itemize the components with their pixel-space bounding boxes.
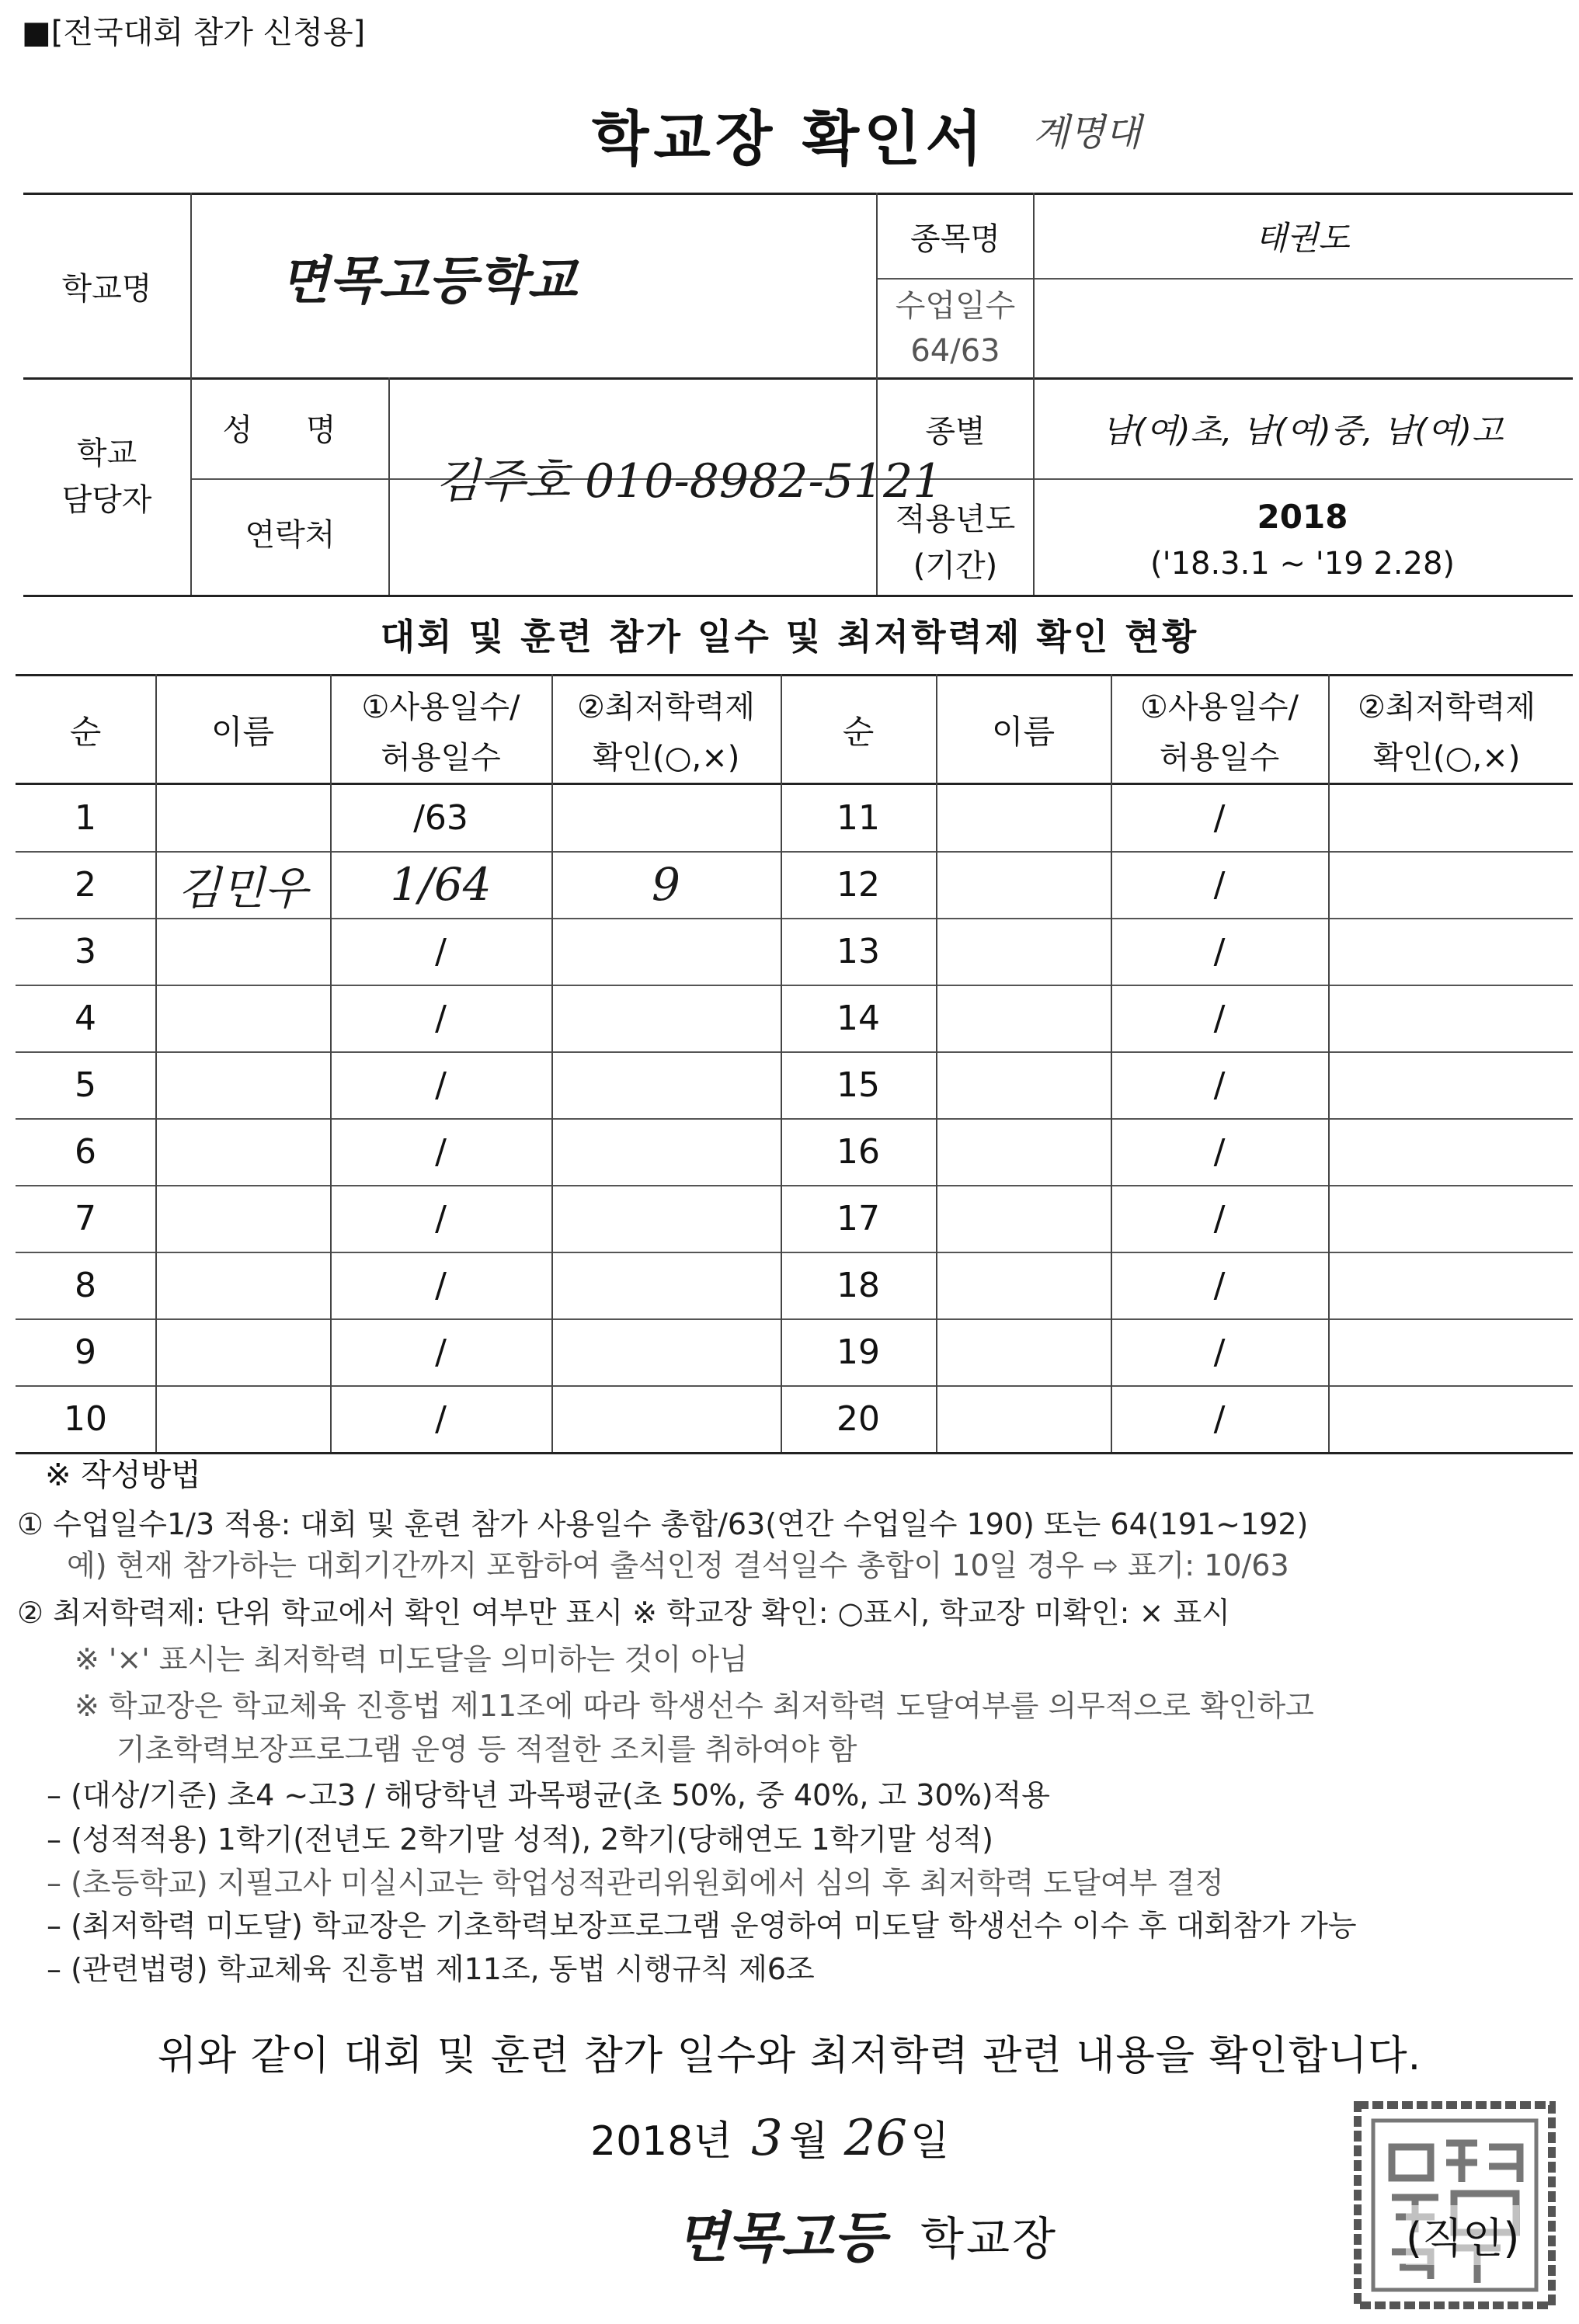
date-year: 2018년	[590, 2118, 732, 2165]
cell-check	[1328, 1318, 1565, 1385]
cell-days: /	[1213, 1198, 1226, 1238]
cell-check	[1328, 1118, 1565, 1185]
form-tag: ■[전국대회 참가 신청용]	[22, 15, 366, 50]
cell-no: 10	[64, 1398, 107, 1439]
cell-days: /	[1213, 1265, 1226, 1305]
cell-days: /	[435, 1265, 447, 1305]
instruction-line: – (관련법령) 학교체육 진흥법 제11조, 동법 시행규칙 제6조	[47, 1952, 815, 1986]
cell-name	[155, 1385, 330, 1452]
cell-name	[936, 985, 1111, 1051]
year-label-line2: (기간)	[913, 547, 998, 584]
year-label-line1: 적용년도	[895, 501, 1016, 537]
cell-no: 6	[75, 1131, 96, 1172]
header-no: 순	[842, 713, 875, 751]
cell-check	[551, 1318, 781, 1385]
cell-days: 1/64	[390, 858, 492, 911]
cell-name	[936, 1051, 1111, 1118]
cell-days: /	[1213, 797, 1226, 838]
cell-name	[936, 1318, 1111, 1385]
cell-no: 18	[836, 1265, 880, 1305]
instruction-line: – (대상/기준) 초4 ~고3 / 해당학년 과목평균(초 50%, 중 40%, 고 30%)적용	[47, 1778, 1050, 1812]
year-value: 2018	[1257, 497, 1348, 536]
cell-name	[936, 1118, 1111, 1185]
seal-label: (직인)	[1406, 2205, 1519, 2265]
cell-days: /	[435, 931, 447, 971]
cell-no: 8	[75, 1265, 96, 1305]
cell-name	[155, 1318, 330, 1385]
cell-check	[1328, 1185, 1565, 1252]
page-title: 학교장 확인서	[592, 104, 987, 173]
cell-days: /	[435, 998, 447, 1038]
gender-label: 종별	[925, 413, 986, 450]
instruction-line: ※ 학교장은 학교체육 진흥법 제11조에 따라 학생선수 최저학력 도달여부를 의무적으로 확인하고	[75, 1689, 1314, 1723]
name-label: 성 명	[222, 412, 358, 448]
header-days-line1: ①사용일수/	[361, 690, 520, 725]
header-check-line2: 확인(○,×)	[1372, 740, 1521, 776]
cell-days: /63	[413, 797, 468, 838]
header-days-line2: 허용일수	[1159, 740, 1280, 776]
cell-check	[1328, 1051, 1565, 1118]
cell-check	[551, 784, 781, 851]
cell-check	[551, 918, 781, 985]
header-days-line1: ①사용일수/	[1140, 690, 1299, 725]
cell-no: 13	[836, 931, 880, 971]
header-name: 이름	[991, 713, 1056, 751]
cell-name	[155, 784, 330, 851]
header-days-line2: 허용일수	[381, 740, 501, 776]
header-check-line1: ②최저학력제	[1357, 690, 1536, 725]
cell-name	[155, 1051, 330, 1118]
instruction-line: ② 최저학력제: 단위 학교에서 확인 여부만 표시 ※ 학교장 확인: ○표시, 학교장 미확인: × 표시	[17, 1596, 1230, 1630]
date-month: 3	[751, 2110, 783, 2167]
date-day-unit: 일	[910, 2118, 950, 2165]
section-title: 대회 및 훈련 참가 일수 및 최저학력제 확인 현황	[380, 616, 1199, 658]
instruction-line: – (초등학교) 지필고사 미실시교는 학업성적관리위원회에서 심의 후 최저학력 도달여부 결정	[47, 1866, 1224, 1900]
header-name: 이름	[210, 713, 275, 751]
header-check-line1: ②최저학력제	[576, 690, 756, 725]
cell-days: /	[435, 1198, 447, 1238]
school-handwritten-signature: 면목고등	[676, 2205, 886, 2270]
school-name-value: 면목고등학교	[280, 249, 577, 311]
principal-label: 학교장	[920, 2212, 1059, 2265]
cell-days: /	[1213, 998, 1226, 1038]
event-value: 태권도	[1255, 219, 1350, 257]
cell-no: 19	[836, 1332, 880, 1372]
cell-days: /	[1213, 1332, 1226, 1372]
cell-check	[1328, 1385, 1565, 1452]
cell-days: /	[1213, 931, 1226, 971]
cell-days: /	[435, 1398, 447, 1439]
cell-name	[155, 918, 330, 985]
cell-days: /	[435, 1332, 447, 1372]
cell-name	[155, 1118, 330, 1185]
cell-no: 7	[75, 1198, 96, 1238]
cell-check	[551, 1385, 781, 1452]
contact-label: 연락처	[245, 516, 336, 553]
header-no: 순	[69, 713, 102, 751]
event-label: 종목명	[910, 221, 1000, 257]
cell-check	[1328, 985, 1565, 1051]
cell-no: 1	[75, 797, 96, 838]
cell-name	[936, 1185, 1111, 1252]
days-value: 64/63	[910, 333, 1000, 369]
cell-no: 17	[836, 1198, 880, 1238]
cell-check	[1328, 784, 1565, 851]
cell-no: 11	[836, 797, 880, 838]
cell-no: 4	[75, 998, 96, 1038]
cell-no: 14	[836, 998, 880, 1038]
cell-no: 3	[75, 931, 96, 971]
cell-no: 5	[75, 1065, 96, 1105]
cell-name	[936, 1252, 1111, 1318]
school-label: 학교명	[61, 270, 152, 307]
cell-name	[155, 1185, 330, 1252]
cell-no: 15	[836, 1065, 880, 1105]
instructions-heading: ※ 작성방법	[45, 1457, 201, 1493]
confirmation-text: 위와 같이 대회 및 훈련 참가 일수와 최저학력 관련 내용을 확인합니다.	[157, 2033, 1422, 2079]
cell-name	[155, 985, 330, 1051]
instruction-line: 기초학력보장프로그램 운영 등 적절한 조치를 취하여야 함	[117, 1732, 857, 1766]
cell-check	[551, 1252, 781, 1318]
cell-no: 12	[836, 864, 880, 905]
staff-label-line2: 담당자	[61, 481, 152, 518]
title-handwritten-note: 계명대	[1033, 111, 1142, 155]
instruction-line: – (성적적용) 1학기(전년도 2학기말 성적), 2학기(당해연도 1학기말 성적)	[47, 1822, 993, 1857]
staff-handwritten-value: 김주호 010-8982-5121	[435, 454, 943, 509]
cell-check	[551, 1118, 781, 1185]
cell-name	[936, 918, 1111, 985]
cell-days: /	[435, 1131, 447, 1172]
date-day: 26	[843, 2110, 908, 2167]
cell-name: 김민우	[177, 862, 308, 915]
date	[590, 2108, 949, 2167]
gender-value: 남(여)초, 남(여)중, 남(여)고	[1101, 412, 1504, 450]
instruction-line: 예) 현재 참가하는 대회기간까지 포함하여 출석인정 결석일수 총합이 10일 경우 ⇨ 표기: 10/63	[67, 1548, 1289, 1582]
period-value: ('18.3.1 ~ '19 2.28)	[1149, 546, 1456, 582]
cell-name	[936, 784, 1111, 851]
cell-check	[551, 985, 781, 1051]
cell-check	[1328, 851, 1565, 918]
table-top-border	[16, 674, 1573, 676]
instruction-line: ※ '×' 표시는 최저학력 미도달을 의미하는 것이 아님	[75, 1642, 748, 1676]
instruction-line: ① 수업일수1/3 적용: 대회 및 훈련 참가 사용일수 총합/63(연간 수업일수 190) 또는 64(191~192)	[17, 1507, 1309, 1541]
cell-no: 2	[75, 864, 96, 905]
cell-check	[1328, 918, 1565, 985]
cell-days: /	[1213, 864, 1226, 905]
cell-name	[936, 1385, 1111, 1452]
staff-label-line1: 학교	[76, 435, 137, 471]
cell-name	[155, 1252, 330, 1318]
cell-no: 16	[836, 1131, 880, 1172]
cell-days: /	[435, 1065, 447, 1105]
cell-days: /	[1213, 1065, 1226, 1105]
cell-check	[1328, 1252, 1565, 1318]
cell-days: /	[1213, 1398, 1226, 1439]
cell-check: 9	[652, 858, 680, 911]
instruction-line: – (최저학력 미도달) 학교장은 기초학력보장프로그램 운영하여 미도달 학생선수 이수 후 대회참가 가능	[47, 1909, 1357, 1943]
table-bottom-border	[16, 1452, 1573, 1454]
cell-name	[936, 851, 1111, 918]
cell-days: /	[1213, 1131, 1226, 1172]
header-check-line2: 확인(○,×)	[592, 740, 740, 776]
cell-no: 9	[75, 1332, 96, 1372]
cell-check	[551, 1051, 781, 1118]
days-label: 수업일수	[895, 287, 1016, 324]
cell-check	[551, 1185, 781, 1252]
date-month-unit: 월	[788, 2118, 829, 2165]
cell-no: 20	[836, 1398, 880, 1439]
